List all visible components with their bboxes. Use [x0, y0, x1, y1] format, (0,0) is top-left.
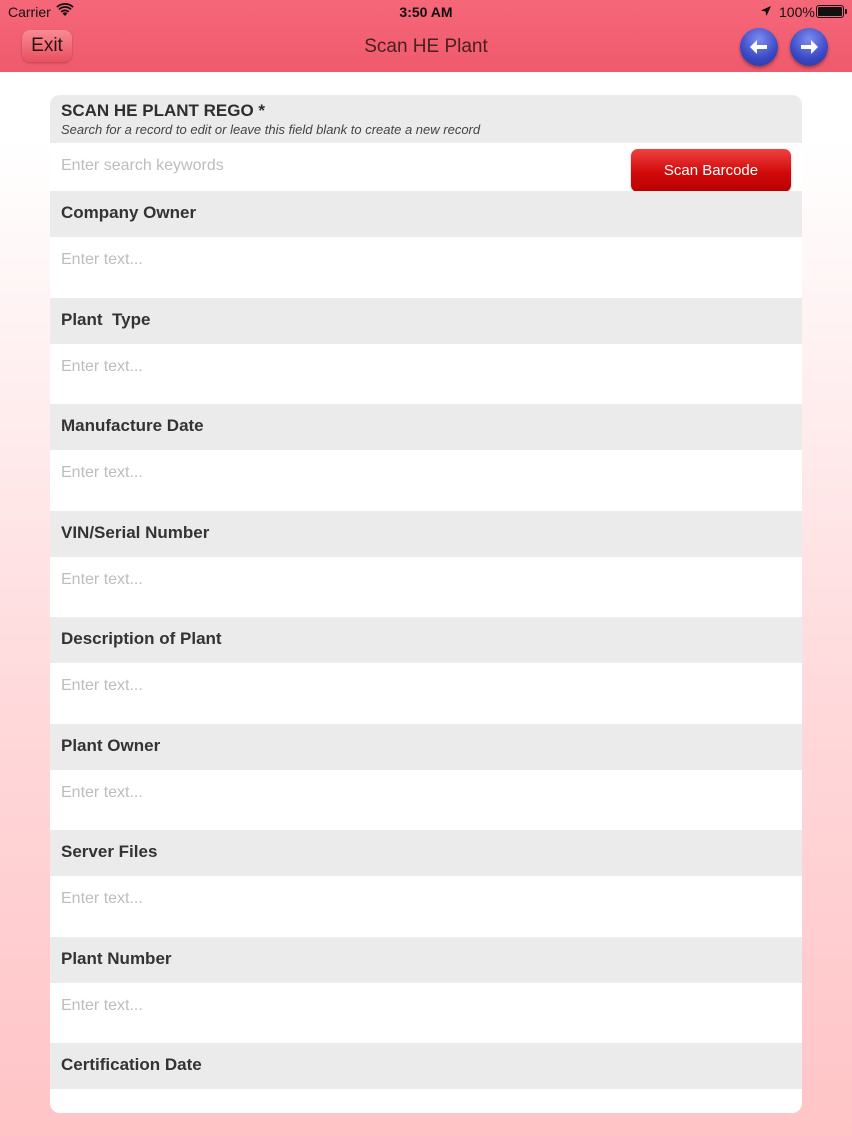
forward-button[interactable] [790, 28, 828, 66]
search-input[interactable] [61, 153, 621, 179]
location-arrow-icon [760, 5, 772, 17]
description-label: Description of Plant [61, 629, 222, 648]
manufacture-date-input[interactable] [61, 460, 781, 486]
carrier-label: Carrier [8, 4, 51, 20]
plant-type-header [50, 298, 802, 344]
vin-serial-label: VIN/Serial Number [61, 523, 210, 542]
certification-date-input[interactable] [61, 1089, 781, 1109]
plant-type-label: Plant Type [61, 310, 151, 329]
exit-button[interactable]: Exit [22, 30, 72, 62]
description-row [50, 663, 802, 723]
arrow-left-icon [747, 35, 771, 59]
manufacture-date-row [50, 450, 802, 510]
manufacture-date-label: Manufacture Date [61, 416, 204, 435]
arrow-right-icon [797, 35, 821, 59]
manufacture-date-header [50, 404, 802, 450]
server-files-input[interactable] [61, 886, 781, 912]
plant-owner-label: Plant Owner [61, 736, 161, 755]
battery-icon [816, 5, 844, 18]
certification-date-header [50, 1043, 802, 1089]
plant-number-label: Plant Number [61, 949, 172, 968]
server-files-row [50, 876, 802, 936]
navigation-bar [0, 0, 852, 72]
plant-owner-input[interactable] [61, 780, 781, 806]
battery-percent: 100% [779, 4, 815, 20]
server-files-header [50, 830, 802, 876]
page-title: Scan HE Plant [364, 36, 488, 57]
company-owner-input[interactable] [61, 247, 781, 273]
vin-serial-input[interactable] [61, 567, 781, 593]
form-card [50, 95, 802, 1113]
plant-number-row [50, 983, 802, 1043]
company-owner-label: Company Owner [61, 203, 197, 222]
certification-date-label: Certification Date [61, 1055, 202, 1074]
description-input[interactable] [61, 673, 781, 699]
plant-type-row [50, 344, 802, 404]
search-title: SCAN HE PLANT REGO * [61, 101, 266, 120]
plant-owner-header [50, 724, 802, 770]
vin-serial-row [50, 557, 802, 617]
company-owner-row [50, 237, 802, 297]
certification-date-row [50, 1089, 802, 1113]
plant-number-header [50, 937, 802, 983]
vin-serial-header [50, 511, 802, 557]
company-owner-header [50, 191, 802, 237]
plant-owner-row [50, 770, 802, 830]
server-files-label: Server Files [61, 842, 158, 861]
status-time: 3:50 AM [399, 4, 453, 20]
search-section-header [50, 95, 802, 143]
plant-number-input[interactable] [61, 993, 781, 1019]
back-button[interactable] [740, 28, 778, 66]
status-bar [0, 0, 852, 24]
scan-barcode-button[interactable]: Scan Barcode [631, 149, 791, 192]
description-header [50, 617, 802, 663]
search-subtitle: Search for a record to edit or leave this field blank to create a new record [61, 122, 481, 137]
plant-type-input[interactable] [61, 354, 781, 380]
